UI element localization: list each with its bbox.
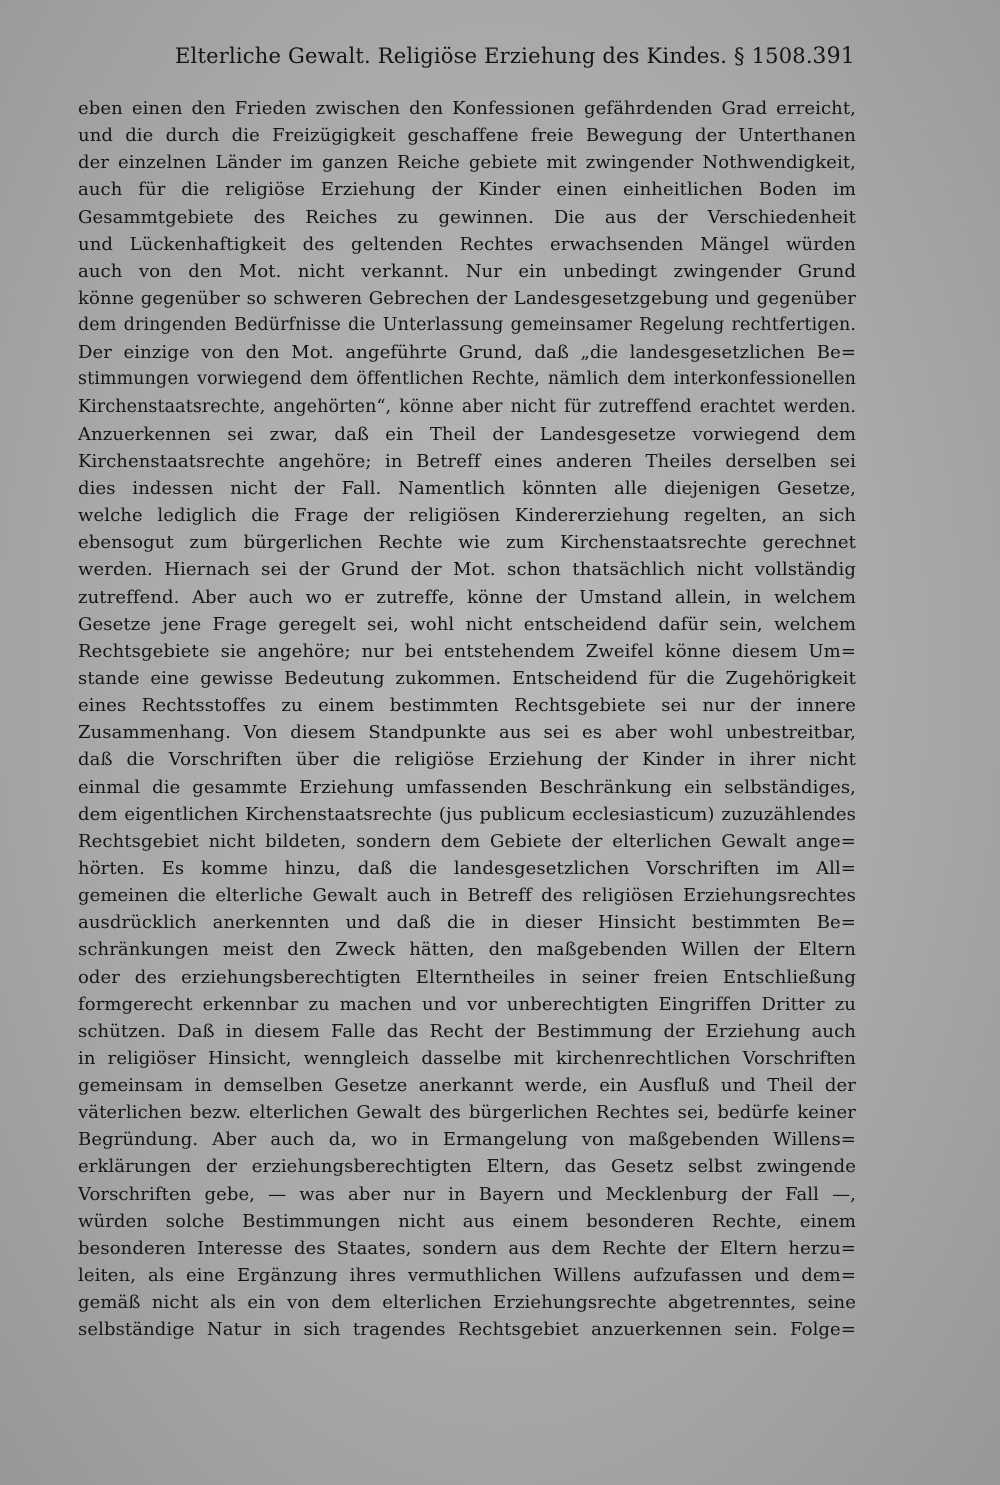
text-line: besonderen Interesse des Staates, sondern aus dem Rechte der Eltern herzu= [78,1237,856,1259]
text-line: Gesammtgebiete des Reiches zu gewinnen. Die aus der Verschiedenheit [78,206,856,228]
text-line: auch für die religiöse Erziehung der Kinder einen einheitlichen Boden im [78,179,856,201]
text-line: und Lückenhaftigkeit des geltenden Rechtes erwachsenden Mängel würden [78,233,856,255]
text-line: Kirchenstaatsrechte, angehörten“, könne aber nicht für zutreffend erachtet werden. [78,396,856,417]
text-line: leiten, als eine Ergänzung ihres vermuthlichen Willens aufzufassen und dem= [78,1265,856,1287]
text-line: schränkungen meist den Zweck hätten, den maßgebenden Willen der Eltern [78,939,856,961]
text-line: Kirchenstaatsrechte angehöre; in Betreff eines anderen Theiles derselben sei [78,450,856,472]
text-line: Anzuerkennen sei zwar, daß ein Theil der Landesgesetze vorwiegend dem [78,423,856,445]
text-line: Vorschriften gebe, — was aber nur in Bayern und Mecklenburg der Fall —, [78,1183,856,1205]
text-line: auch von den Mot. nicht verkannt. Nur ein unbedingt zwingender Grund [78,260,856,282]
text-line: gemäß nicht als ein von dem elterlichen Erziehungsrechte abgetrenntes, seine [78,1292,856,1314]
running-head-title: Elterliche Gewalt. Religiöse Erziehung des Kindes. § 1508. [175,44,813,68]
text-line [78,1343,856,1370]
text-line: eben einen den Frieden zwischen den Konfessionen gefährdenden Grad erreicht, [78,98,856,119]
text-line: daß die Vorschriften über die religiöse Erziehung der Kinder in ihrer nicht [78,749,856,771]
text-line: würden solche Bestimmungen nicht aus einem besonderen Rechte, einem [78,1210,856,1232]
text-line: der einzelnen Länder im ganzen Reiche gebiete mit zwingender Nothwendigkeit, [78,152,856,174]
text-line: könne gegenüber so schweren Gebrechen der Landesgesetzgebung und gegenüber [78,287,856,309]
text-line: erklärungen der erziehungsberechtigten Eltern, das Gesetz selbst zwingende [78,1156,856,1178]
text-line: Zusammenhang. Von diesem Standpunkte aus sei es aber wohl unbestreitbar, [78,722,856,744]
text-line: formgerecht erkennbar zu machen und vor unberechtigten Eingriffen Dritter zu [78,993,856,1015]
text-line: zutreffend. Aber auch wo er zutreffe, könne der Umstand allein, in welchem [78,586,856,608]
text-line: einmal die gesammte Erziehung umfassenden Beschränkung ein selbständiges, [78,776,856,798]
text-line: Rechtsgebiet nicht bildeten, sondern dem Gebiete der elterlichen Gewalt ange= [78,830,856,852]
text-line: in religiöser Hinsicht, wenngleich dasselbe mit kirchenrechtlichen Vorschriften [78,1047,856,1069]
text-line: gemeinsam in demselben Gesetze anerkannt werde, ein Ausfluß und Theil der [78,1075,856,1097]
text-line: dem eigentlichen Kirchenstaatsrechte (jus publicum ecclesiasticum) zuzuzählendes [78,803,856,825]
text-line: welche lediglich die Frage der religiösen Kindererziehung regelten, an sich [78,505,856,527]
text-line: hörten. Es komme hinzu, daß die landesgesetzlichen Vorschriften im All= [78,857,856,879]
text-line: stande eine gewisse Bedeutung zukommen. Entscheidend für die Zugehörigkeit [78,667,856,689]
text-line: Begründung. Aber auch da, wo in Ermangelung von maßgebenden Willens= [78,1129,856,1151]
text-line: Der einzige von den Mot. angeführte Grund, daß „die landesgesetzlichen Be= [78,342,856,364]
body-paragraph [78,95,856,1435]
text-line: selbständige Natur in sich tragendes Rechtsgebiet anzuerkennen sein. Folge= [78,1319,856,1341]
running-head [175,44,855,76]
text-line: Rechtsgebiete sie angehöre; nur bei entstehendem Zweifel könne diesem Um= [78,640,856,662]
text-line: dies indessen nicht der Fall. Namentlich könnten alle diejenigen Gesetze, [78,477,856,499]
text-line: und die durch die Freizügigkeit geschaffene freie Bewegung der Unterthanen [78,125,856,147]
text-line: Gesetze jene Frage geregelt sei, wohl nicht entscheidend dafür sein, welchem [78,613,856,635]
text-line: schützen. Daß in diesem Falle das Recht der Bestimmung der Erziehung auch [78,1020,856,1042]
text-line: dem dringenden Bedürfnisse die Unterlassung gemeinsamer Regelung rechtfertigen. [78,315,856,336]
text-line: oder des erziehungsberechtigten Elterntheiles in seiner freien Entschließung [78,966,856,988]
text-line: väterlichen bezw. elterlichen Gewalt des bürgerlichen Rechtes sei, bedürfe keiner [78,1102,856,1124]
text-line: werden. Hiernach sei der Grund der Mot. schon thatsächlich nicht vollständig [78,559,856,581]
text-line: stimmungen vorwiegend dem öffentlichen Rechte, nämlich dem interkonfessionellen [78,369,856,390]
text-line: eines Rechtsstoffes zu einem bestimmten Rechtsgebiete sei nur der innere [78,695,856,717]
text-line: gemeinen die elterliche Gewalt auch in Betreff des religiösen Erziehungsrechtes [78,885,856,907]
text-line: ausdrücklich anerkennten und daß die in dieser Hinsicht bestimmten Be= [78,912,856,934]
text-line: ebensogut zum bürgerlichen Rechte wie zum Kirchenstaatsrechte gerechnet [78,532,856,554]
page-number: 391 [812,44,855,69]
